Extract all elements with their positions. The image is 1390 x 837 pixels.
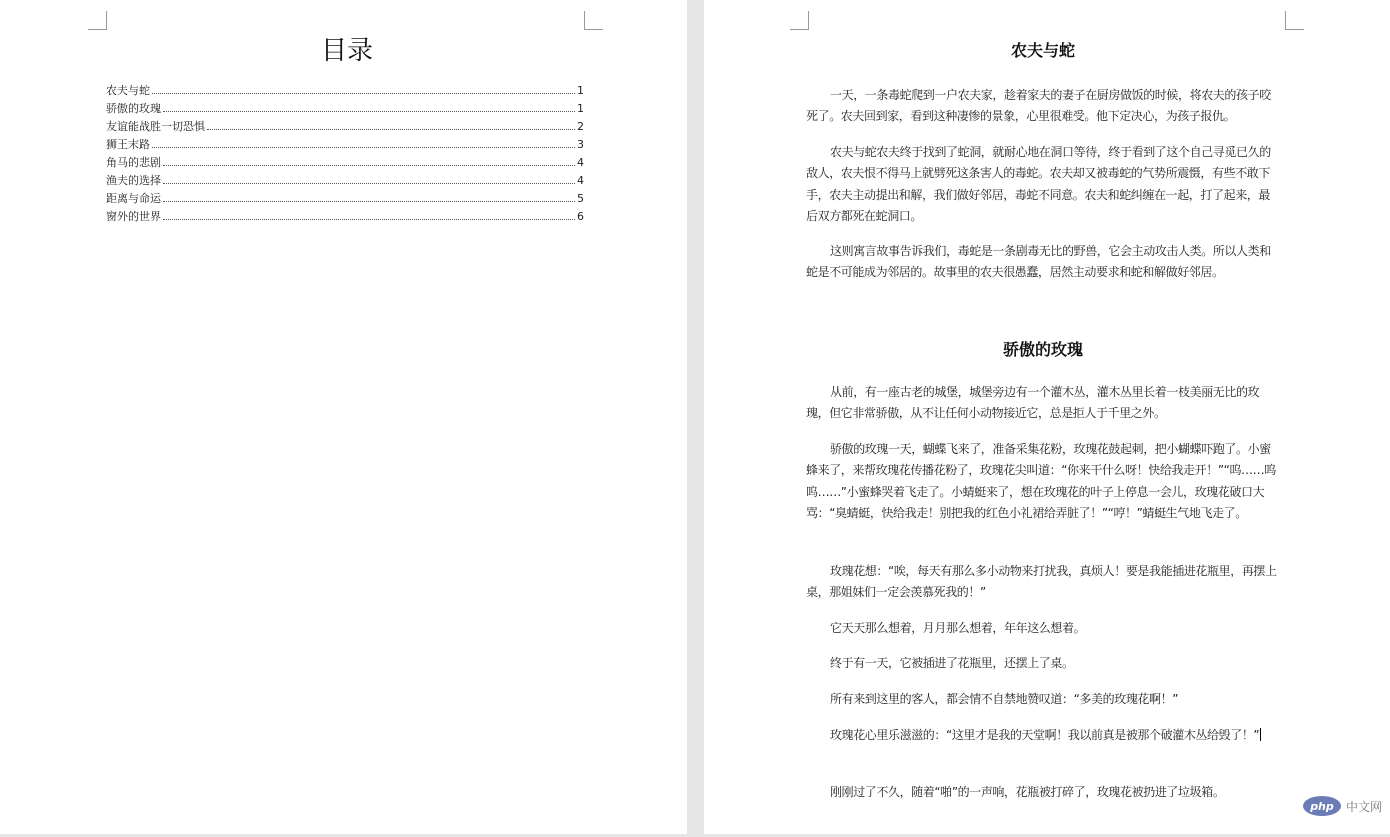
toc-entry[interactable] [106,118,584,136]
toc-entry-page: 2 [577,120,584,133]
toc-leader [163,201,575,202]
toc-title: 目录 [320,36,373,66]
margin-mark-top-right [1285,11,1304,30]
toc-entry-title: 距离与命运 [106,192,161,205]
toc-entry[interactable] [106,208,584,226]
toc-entry-title: 骄傲的玫瑰 [106,102,161,115]
margin-mark-top-left [88,11,107,30]
paragraph: 这则寓言故事告诉我们，毒蛇是一条剧毒无比的野兽，它会主动攻击人类。所以人类和蛇是不可能成为邻居的。故事里的农夫很愚蠢，居然主动要求和蛇和解做好邻居。 [806,244,1271,280]
toc-leader [152,147,575,148]
toc-entry-title: 狮王末路 [106,138,150,151]
toc-entry-page: 6 [577,210,584,223]
margin-mark-top-left [790,11,809,30]
toc-leader [163,183,575,184]
toc-entry[interactable] [106,82,584,100]
toc-entry-page: 5 [577,192,584,205]
toc-entry-page: 3 [577,138,584,151]
toc-leader [207,129,575,130]
toc-entry[interactable] [106,154,584,172]
toc-entry-page: 4 [577,174,584,187]
toc-entry-page: 4 [577,156,584,169]
toc-leader [152,93,575,94]
paragraph: 终于有一天，它被插进了花瓶里，还摆上了桌。 [830,656,1074,670]
toc-leader [163,111,575,112]
toc-entry-title: 角马的悲剧 [106,156,161,169]
toc-page [0,0,687,834]
toc-entry-page: 1 [577,84,584,97]
text-cursor [1260,728,1261,741]
toc-entry[interactable] [106,100,584,118]
paragraph: 刚刚过了不久，随着“啪”的一声响，花瓶被打碎了，玫瑰花被扔进了垃圾箱。 [830,785,1225,799]
paragraph: 它天天那么想着，月月那么想着，年年这么想着。 [830,621,1086,635]
paragraph: 农夫与蛇农夫终于找到了蛇洞，就耐心地在洞口等待，终于看到了这个自己寻觅已久的敌人，农夫恨不得马上就劈死这条害人的毒蛇。农夫却又被毒蛇的气势所震慑，有些不敢下手，农夫主动提出和解，我们做好邻居，毒蛇不同意。农夫和蛇纠缠在一起，打了起来，最后双方都死在蛇洞口。 [806,145,1271,223]
margin-mark-top-right [584,11,603,30]
story-title-proud-rose: 骄傲的玫瑰 [1002,340,1083,359]
toc-entry[interactable] [106,190,584,208]
toc-leader [163,165,575,166]
watermark [1303,796,1382,816]
paragraph: 骄傲的玫瑰一天，蝴蝶飞来了，准备采集花粉，玫瑰花鼓起刺，把小蝴蝶吓跑了。小蜜蜂来了，来帮玫瑰花传播花粉了，玫瑰花尖叫道：“你来干什么呀！快给我走开！”“呜……呜呜……”小蜜蜂哭着飞走了。小蜻蜓来了，想在玫瑰花的叶子上停息一会儿，玫瑰花破口大骂：“臭蜻蜓，快给我走！别把我的红色小礼裙给弄脏了！”“哼！”蜻蜓生气地飞走了。 [806,442,1276,520]
paragraph: 一天，一条毒蛇爬到一户农夫家，趁着家夫的妻子在厨房做饭的时候，将农夫的孩子咬死了。农夫回到家，看到这种凄惨的景象，心里很难受。他下定决心，为孩子报仇。 [806,88,1271,124]
toc-list [106,82,584,226]
story-title-farmer-and-snake: 农夫与蛇 [1010,41,1075,60]
toc-entry-title: 友谊能战胜一切恐惧 [106,120,205,133]
toc-leader [163,219,575,220]
paragraph: 所有来到这里的客人，都会情不自禁地赞叹道：“多美的玫瑰花啊！” [830,692,1179,706]
toc-entry[interactable] [106,136,584,154]
paragraph-with-cursor [806,725,1280,746]
paragraph: 从前，有一座古老的城堡，城堡旁边有一个灌木丛，灌木丛里长着一枝美丽无比的玫瑰，但它非常骄傲，从不让任何小动物接近它，总是拒人于千里之外。 [806,385,1260,421]
toc-entry-page: 1 [577,102,584,115]
paragraph-text: 玫瑰花心里乐滋滋的：“这里才是我的天堂啊！我以前真是被那个破灌木丛给毁了！” [830,728,1260,742]
paragraph: 玫瑰花想：“唉，每天有那么多小动物来打扰我，真烦人！要是我能插进花瓶里，再摆上桌，那姐妹们一定会羡慕死我的！” [806,564,1277,600]
php-logo: php [1303,796,1341,816]
toc-entry-title: 渔夫的选择 [106,174,161,187]
story-page [704,0,1390,834]
toc-entry-title: 窗外的世界 [106,210,161,223]
watermark-text: 中文网 [1345,799,1382,814]
toc-entry-title: 农夫与蛇 [106,84,150,97]
toc-entry[interactable] [106,172,584,190]
